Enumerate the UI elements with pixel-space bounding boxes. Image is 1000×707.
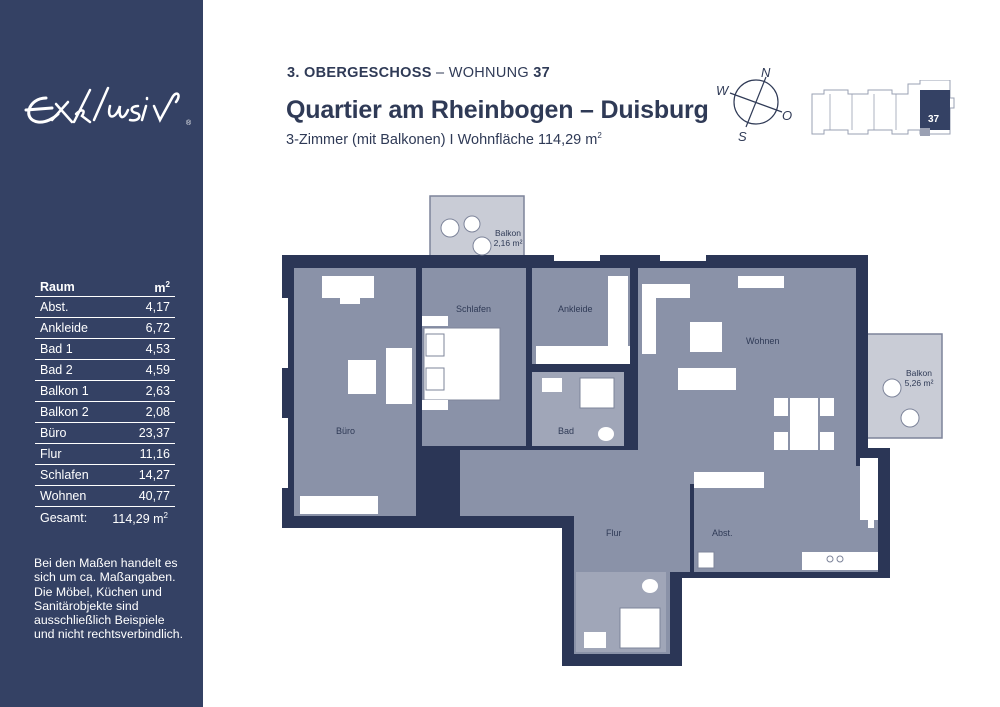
table-row: Wohnen 40,77 xyxy=(35,486,175,507)
room-label-ankleide: Ankleide xyxy=(558,304,593,314)
table-header xyxy=(35,280,175,297)
building-outline-icon xyxy=(808,80,958,140)
table-row: Bad 1 4,53 xyxy=(35,339,175,360)
table-row: Flur 11,16 xyxy=(35,444,175,465)
north-label: N xyxy=(761,65,771,80)
unit-marker-label: 37 xyxy=(928,114,940,125)
logo-script-icon xyxy=(16,80,186,140)
table-total-row xyxy=(35,507,175,526)
room-label-flur: Flur xyxy=(606,528,622,538)
col-area-header: $m^2$ xyxy=(154,280,170,296)
page-subtitle: 3-Zimmer (mit Balkonen) I Wohnfläche 114,29 $m^2$ xyxy=(286,131,602,148)
south-label: S xyxy=(738,129,747,144)
room-label-schlafen: Schlafen xyxy=(456,304,492,314)
table-row: Büro 23,37 xyxy=(35,423,175,444)
floor-unit-kicker: 3. OBERGESCHOSS – WOHNUNG 37 xyxy=(287,65,551,81)
floor-label: 3. OBERGESCHOSS xyxy=(287,65,432,81)
floor-plan-drawing xyxy=(270,188,970,668)
total-label: Gesamt: xyxy=(40,511,88,525)
west-label: W xyxy=(716,83,729,98)
registered-mark: ® xyxy=(186,120,192,127)
table-row: Ankleide 6,72 xyxy=(35,318,175,339)
sidebar xyxy=(0,0,203,707)
room-label-abst: Abst. xyxy=(712,528,733,538)
east-label: O xyxy=(782,108,793,123)
floor-plan xyxy=(270,188,970,668)
room-area-table xyxy=(35,280,175,526)
brand-logo xyxy=(16,80,192,140)
room-label-buero: Büro xyxy=(336,426,356,436)
table-row: Abst. 4,17 xyxy=(35,297,175,318)
table-row: Schlafen 14,27 xyxy=(35,465,175,486)
table-row: Balkon 1 2,63 xyxy=(35,381,175,402)
disclaimer-note: Bei den Maßen handelt es sich um ca. Maßangaben. Die Möbel, Küchen und Sanitärobjekte sind ausschließlich Beispiele und nicht rechtsverbindlich. xyxy=(34,556,184,642)
room-label-bad: Bad xyxy=(558,426,575,436)
page-title: Quartier am Rheinbogen – Duisburg xyxy=(286,96,709,124)
col-room-header: Raum xyxy=(40,280,75,294)
building-key-map xyxy=(808,80,958,140)
total-value: 114,29 $m^2$ xyxy=(112,511,168,527)
table-row: Balkon 2 2,08 xyxy=(35,402,175,423)
room-label-wohnen: Wohnen xyxy=(746,336,780,346)
compass xyxy=(716,65,806,145)
room-label-balkon-top: Balkon 2,16 m² xyxy=(493,228,523,248)
unit-number: 37 xyxy=(533,65,551,81)
room-label-balkon-right: Balkon 5,26 m² xyxy=(904,368,934,388)
table-row: Bad 2 4,59 xyxy=(35,360,175,381)
